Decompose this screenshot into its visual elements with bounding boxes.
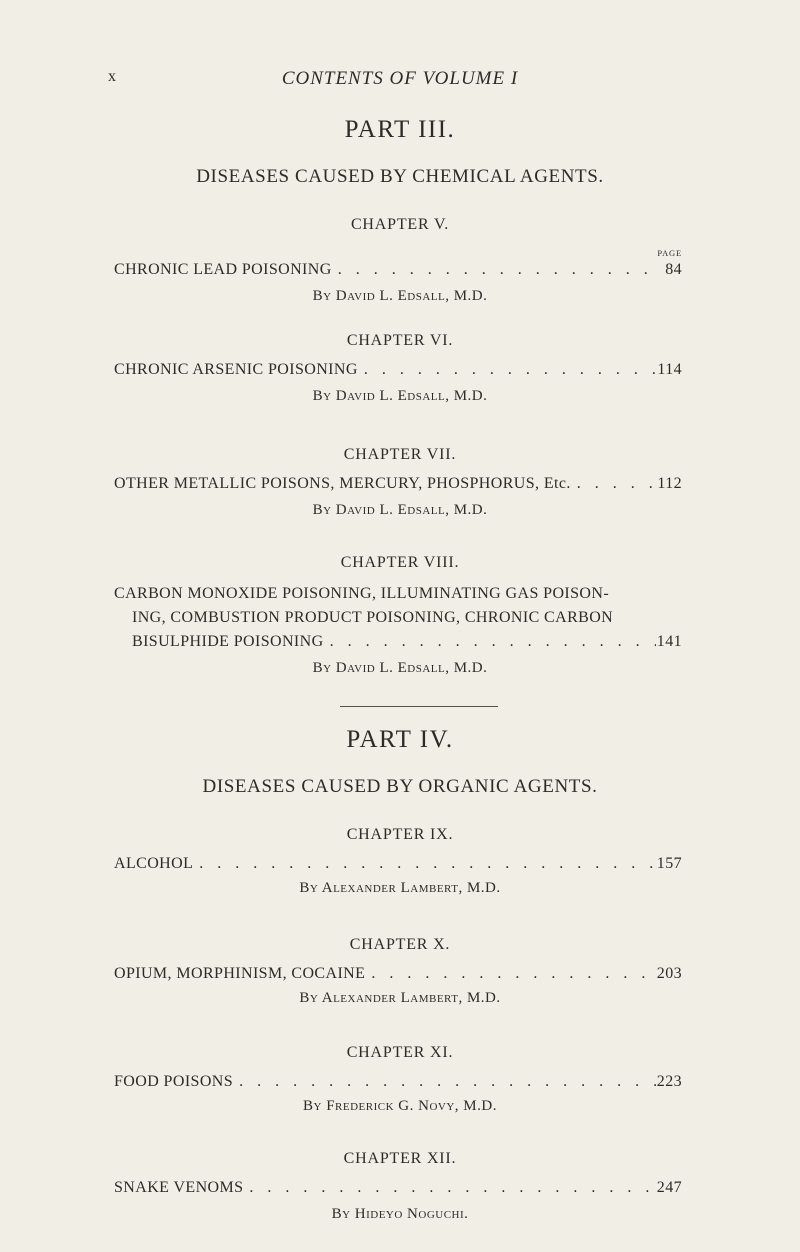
chapter-author: By Alexander Lambert, M.D. <box>299 880 501 896</box>
chapter-author: By David L. Edsall, M.D. <box>312 502 488 518</box>
page-ref: 141 <box>656 633 682 650</box>
toc-entry <box>114 582 682 654</box>
leader-dots <box>243 1176 656 1200</box>
chapter-heading: CHAPTER V. <box>350 216 450 233</box>
toc-line <box>114 258 682 282</box>
page-ref: 223 <box>656 1073 682 1090</box>
toc-line <box>114 962 682 986</box>
toc-line <box>114 630 682 654</box>
chapter-heading: CHAPTER XII. <box>343 1150 457 1167</box>
chapter-author: By Alexander Lambert, M.D. <box>299 990 501 1006</box>
toc-entry <box>114 962 682 986</box>
toc-line <box>114 358 682 382</box>
leader-dots <box>324 630 656 654</box>
page-ref: 203 <box>656 965 682 982</box>
part-3-title: PART III. <box>344 116 456 143</box>
entry-title: ING, COMBUSTION PRODUCT POISONING, CHRONIC CARBON <box>132 609 614 626</box>
toc-line <box>114 472 682 496</box>
chapter-heading: CHAPTER VI. <box>346 332 454 349</box>
leader-dots <box>365 962 656 986</box>
page-ref: 157 <box>656 855 682 872</box>
chapter-author: By Hideyo Noguchi. <box>331 1206 469 1222</box>
entry-title: OTHER METALLIC POISONS, MERCURY, PHOSPHORUS, Etc. <box>114 475 571 492</box>
chapter-heading: CHAPTER XI. <box>346 1044 454 1061</box>
leader-dots <box>571 472 656 496</box>
toc-line <box>114 1070 682 1094</box>
toc-line <box>114 1176 682 1200</box>
chapter-author: By David L. Edsall, M.D. <box>312 660 488 676</box>
toc-entry <box>114 358 682 382</box>
running-head-title: CONTENTS OF VOLUME I <box>281 68 519 89</box>
section-divider <box>340 706 498 707</box>
entry-title: CARBON MONOXIDE POISONING, ILLUMINATING GAS POISON- <box>114 585 610 602</box>
leader-dots <box>193 852 656 876</box>
chapter-author: By David L. Edsall, M.D. <box>312 388 488 404</box>
page-ref: 247 <box>656 1179 682 1196</box>
part-4-subtitle: DISEASES CAUSED BY ORGANIC AGENTS. <box>202 776 598 797</box>
entry-title: CHRONIC ARSENIC POISONING <box>114 361 358 378</box>
toc-line <box>114 582 682 606</box>
page-ref: 84 <box>665 261 682 278</box>
entry-title: ALCOHOL <box>114 855 194 872</box>
toc-entry <box>114 1070 682 1094</box>
chapter-heading: CHAPTER VIII. <box>340 554 460 571</box>
leader-dots <box>233 1070 656 1094</box>
entry-title: BISULPHIDE POISONING <box>132 633 324 650</box>
entry-title: OPIUM, MORPHINISM, COCAINE <box>114 965 366 982</box>
toc-entry <box>114 258 682 282</box>
page-ref: 112 <box>657 475 682 492</box>
chapter-author: By Frederick G. Novy, M.D. <box>303 1098 497 1114</box>
entry-title: CHRONIC LEAD POISONING <box>114 261 332 278</box>
part-4-title: PART IV. <box>346 726 454 753</box>
leader-dots <box>332 258 656 282</box>
toc-entry <box>114 1176 682 1200</box>
chapter-heading: CHAPTER X. <box>349 936 451 953</box>
toc-entry <box>114 472 682 496</box>
chapter-author: By David L. Edsall, M.D. <box>312 288 488 304</box>
toc-entry <box>114 852 682 876</box>
chapter-heading: CHAPTER VII. <box>343 446 457 463</box>
page-number: x <box>108 68 116 85</box>
entry-title: FOOD POISONS <box>114 1073 234 1090</box>
entry-title: SNAKE VENOMS <box>114 1179 244 1196</box>
toc-line <box>114 606 682 630</box>
part-3-subtitle: DISEASES CAUSED BY CHEMICAL AGENTS. <box>196 166 604 187</box>
chapter-heading: CHAPTER IX. <box>346 826 454 843</box>
toc-line <box>114 852 682 876</box>
page-column-label: PAGE <box>657 248 682 258</box>
running-head <box>0 68 800 94</box>
leader-dots <box>358 358 656 382</box>
page-ref: 114 <box>657 361 682 378</box>
